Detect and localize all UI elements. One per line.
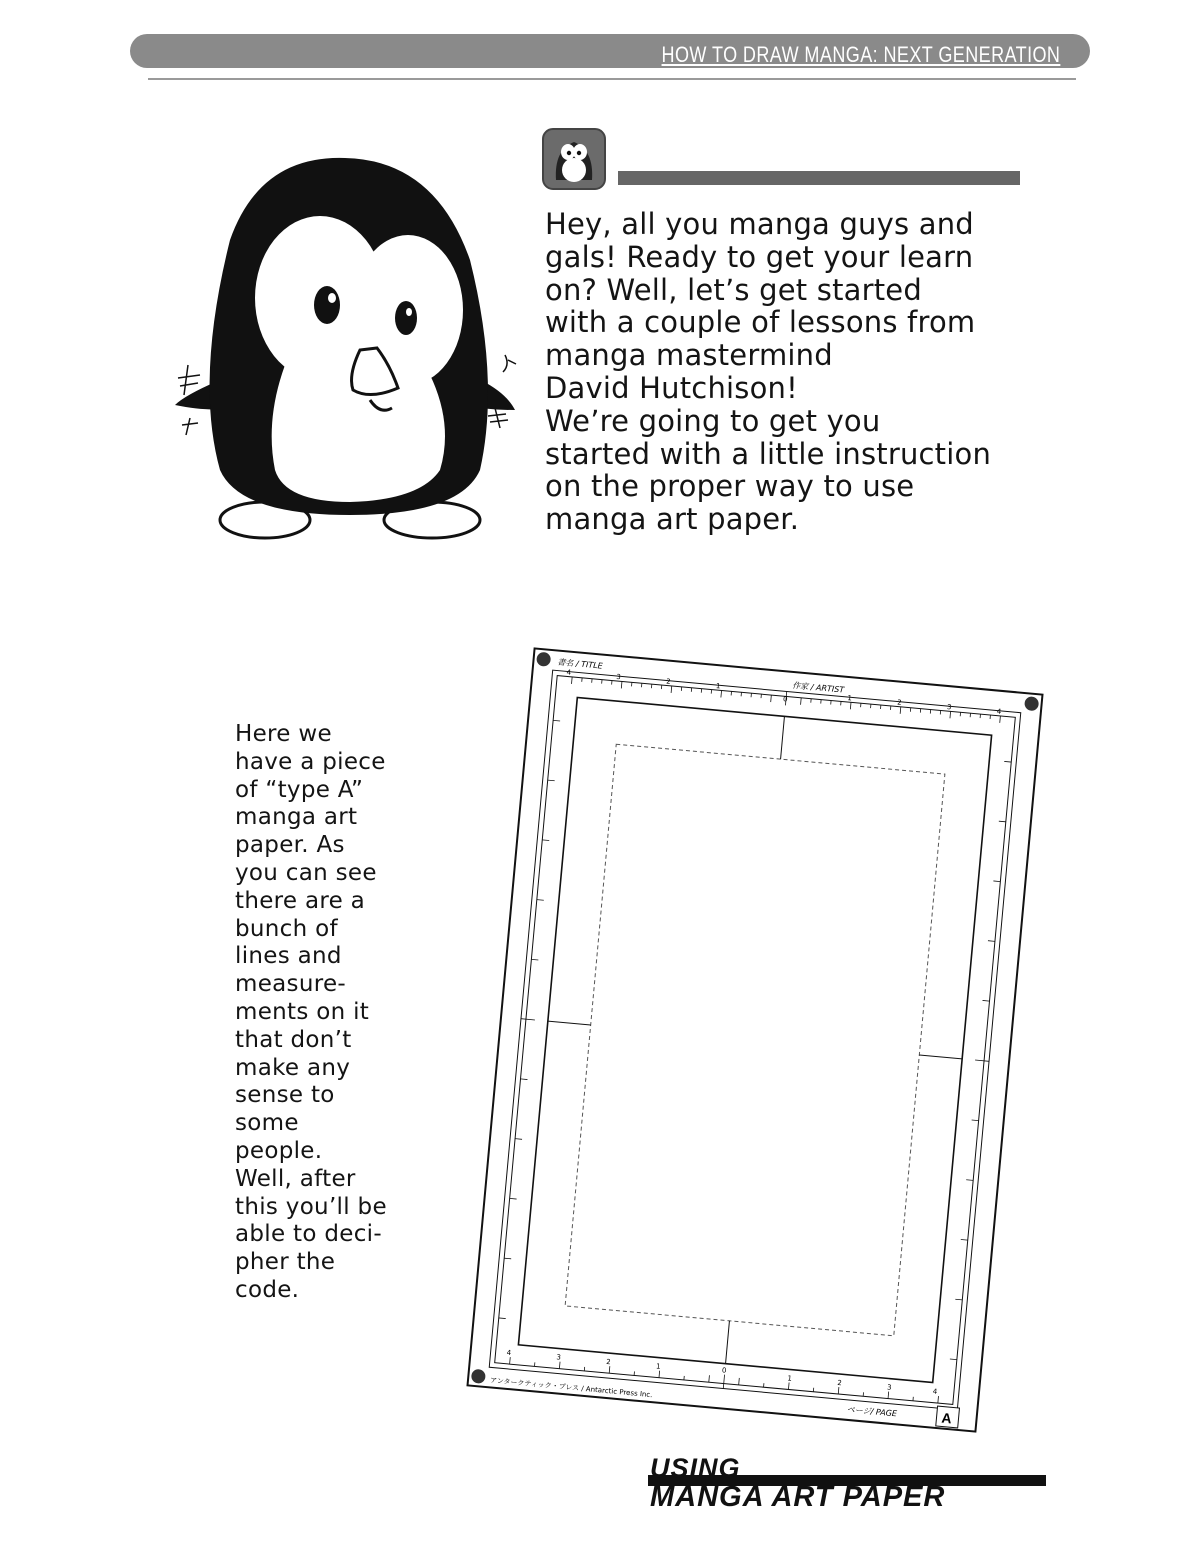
paper-page-label: ページ/ PAGE (846, 1404, 898, 1419)
ruler-top-number: 2 (665, 677, 671, 686)
paper-sheet (468, 648, 1043, 1431)
ruler-bottom-number: 4 (506, 1348, 512, 1358)
ruler-bottom-number: 4 (932, 1387, 938, 1396)
ruler-bottom-number: 0 (721, 1366, 727, 1375)
ruler-top-number: 1 (715, 682, 721, 691)
ruler-top-number: 3 (946, 703, 952, 712)
paper-publisher-label: アンタークティック・プレス / Antarctic Press Inc. (489, 1376, 653, 1400)
ruler-top-number: 4 (566, 668, 572, 677)
manga-art-paper-figure (440, 640, 1070, 1440)
book-title: HOW TO DRAW MANGA: NEXT GENERATION (661, 42, 1060, 67)
badge-heading-bar (618, 171, 1020, 185)
paper-artist-label: 作家 / ARTIST (791, 680, 845, 695)
side-paragraph: Here we have a piece of “type A” manga art paper. As you can see there are a bunch of lines and measure- ments on it that don’t make any sense to some people. Well, after this you’ll be able to deci- pher the code. (235, 721, 387, 1303)
ruler-top-number: 2 (896, 698, 902, 707)
ruler-top-number: 0 (782, 695, 788, 704)
ruler-top-number: 1 (847, 693, 853, 703)
ruler-bottom-number: 3 (886, 1383, 892, 1392)
paper-title-label: 書名 / TITLE (557, 657, 604, 671)
ruler-bottom-number: 3 (556, 1353, 562, 1362)
penguin-illustration (170, 150, 520, 550)
ruler-top-number: 3 (615, 672, 622, 682)
ruler-top-number: 4 (996, 707, 1002, 716)
penguin-eye-left (314, 286, 340, 324)
penguin-badge-icon (542, 128, 606, 190)
ruler-bottom-number: 1 (787, 1374, 793, 1383)
ruler-bottom-number: 2 (605, 1357, 612, 1367)
ruler-bottom-number: 2 (836, 1378, 843, 1388)
intro-paragraph: Hey, all you manga guys and gals! Ready to get your learn on? Well, let’s get started with a couple of lessons from manga mastermind David Hutchison! We’re going to get you started with a little instruction on the proper way to use manga art paper. (545, 207, 992, 537)
section-title-using: USING (650, 1453, 741, 1483)
header-divider (148, 78, 1076, 80)
header-bar (130, 34, 1090, 68)
section-title-main: MANGA ART PAPER (650, 1481, 946, 1513)
ruler-bottom-number: 1 (655, 1362, 661, 1371)
paper-type-label: A (940, 1409, 953, 1427)
section-title (648, 1455, 1048, 1515)
penguin-eye-right (395, 301, 417, 335)
